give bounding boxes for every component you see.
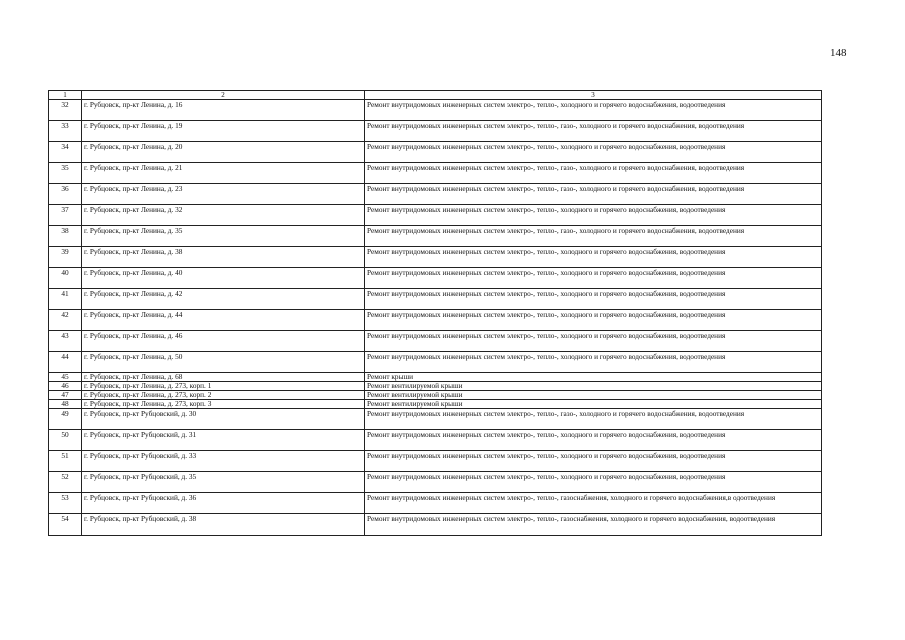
work-description-cell: Ремонт вентилируемой крыши [365,382,822,391]
table-row [49,493,822,514]
row-number-cell: 47 [49,391,82,400]
table-row [49,331,822,352]
table-row [49,247,822,268]
table-row [49,205,822,226]
work-description-cell: Ремонт крыши [365,373,822,382]
column-header-work: 3 [365,91,822,100]
work-description-cell: Ремонт внутридомовых инженерных систем электро-, тепло-, холодного и горячего водоснабжения, водоотведения [365,331,822,352]
address-cell: г. Рубцовск, пр-кт Ленина, д. 50 [82,352,365,373]
row-number-cell: 53 [49,493,82,514]
address-cell: г. Рубцовск, пр-кт Ленина, д. 44 [82,310,365,331]
address-cell: г. Рубцовск, пр-кт Рубцовский, д. 30 [82,409,365,430]
row-number-cell: 46 [49,382,82,391]
table-row [49,121,822,142]
table-row [49,268,822,289]
table-row [49,163,822,184]
address-cell: г. Рубцовск, пр-кт Ленина, д. 68 [82,373,365,382]
row-number-cell: 32 [49,100,82,121]
work-description-cell: Ремонт внутридомовых инженерных систем электро-, тепло-, холодного и горячего водоснабжения, водоотведения [365,100,822,121]
row-number-cell: 33 [49,121,82,142]
table-row [49,310,822,331]
row-number-cell: 36 [49,184,82,205]
address-cell: г. Рубцовск, пр-кт Ленина, д. 32 [82,205,365,226]
address-cell: г. Рубцовск, пр-кт Ленина, д. 273, корп. 2 [82,391,365,400]
address-cell: г. Рубцовск, пр-кт Ленина, д. 19 [82,121,365,142]
row-number-cell: 42 [49,310,82,331]
address-cell: г. Рубцовск, пр-кт Ленина, д. 16 [82,100,365,121]
table-row [49,352,822,373]
address-cell: г. Рубцовск, пр-кт Ленина, д. 35 [82,226,365,247]
row-number-cell: 45 [49,373,82,382]
column-header-number: 1 [49,91,82,100]
table-row [49,100,822,121]
table-row [49,373,822,382]
work-description-cell: Ремонт внутридомовых инженерных систем электро-, тепло-, холодного и горячего водоснабжения, водоотведения [365,430,822,451]
work-description-cell: Ремонт внутридомовых инженерных систем электро-, тепло-, холодного и горячего водоснабжения, водоотведения [365,205,822,226]
work-description-cell: Ремонт внутридомовых инженерных систем электро-, тепло-, газо-, холодного и горячего водоснабжения, водоотведения [365,184,822,205]
table-row [49,430,822,451]
work-description-cell: Ремонт внутридомовых инженерных систем электро-, тепло-, холодного и горячего водоснабжения, водоотведения [365,289,822,310]
row-number-cell: 54 [49,514,82,536]
row-number-cell: 35 [49,163,82,184]
page-number: 148 [830,47,847,59]
work-description-cell: Ремонт внутридомовых инженерных систем электро-, тепло-, газо-, холодного и горячего водоснабжения, водоотведения [365,163,822,184]
work-description-cell: Ремонт внутридомовых инженерных систем электро-, тепло-, газо-, холодного и горячего водоснабжения, водоотведения [365,409,822,430]
address-cell: г. Рубцовск, пр-кт Рубцовский, д. 31 [82,430,365,451]
row-number-cell: 34 [49,142,82,163]
table-row [49,382,822,391]
table-row [49,514,822,536]
row-number-cell: 37 [49,205,82,226]
address-cell: г. Рубцовск, пр-кт Ленина, д. 20 [82,142,365,163]
row-number-cell: 50 [49,430,82,451]
work-description-cell: Ремонт внутридомовых инженерных систем электро-, тепло-, холодного и горячего водоснабжения, водоотведения [365,247,822,268]
address-cell: г. Рубцовск, пр-кт Рубцовский, д. 33 [82,451,365,472]
header-row [49,91,822,100]
table-row [49,472,822,493]
address-cell: г. Рубцовск, пр-кт Ленина, д. 273, корп. 3 [82,400,365,409]
table-row [49,142,822,163]
repair-table [48,90,822,536]
address-cell: г. Рубцовск, пр-кт Рубцовский, д. 35 [82,472,365,493]
table-row [49,451,822,472]
work-description-cell: Ремонт внутридомовых инженерных систем электро-, тепло-, холодного и горячего водоснабжения, водоотведения [365,472,822,493]
work-description-cell: Ремонт внутридомовых инженерных систем электро-, тепло-, газо-, холодного и горячего водоснабжения, водоотведения [365,121,822,142]
table-row [49,289,822,310]
address-cell: г. Рубцовск, пр-кт Рубцовский, д. 36 [82,493,365,514]
table-row [49,391,822,400]
address-cell: г. Рубцовск, пр-кт Ленина, д. 42 [82,289,365,310]
row-number-cell: 52 [49,472,82,493]
address-cell: г. Рубцовск, пр-кт Ленина, д. 21 [82,163,365,184]
address-cell: г. Рубцовск, пр-кт Ленина, д. 40 [82,268,365,289]
address-cell: г. Рубцовск, пр-кт Ленина, д. 46 [82,331,365,352]
address-cell: г. Рубцовск, пр-кт Ленина, д. 273, корп. 1 [82,382,365,391]
table-row [49,400,822,409]
row-number-cell: 40 [49,268,82,289]
row-number-cell: 44 [49,352,82,373]
row-number-cell: 39 [49,247,82,268]
row-number-cell: 51 [49,451,82,472]
row-number-cell: 49 [49,409,82,430]
column-header-address: 2 [82,91,365,100]
row-number-cell: 48 [49,400,82,409]
row-number-cell: 43 [49,331,82,352]
work-description-cell: Ремонт внутридомовых инженерных систем электро-, тепло-, холодного и горячего водоснабжения, водоотведения [365,310,822,331]
work-description-cell: Ремонт внутридомовых инженерных систем электро-, тепло-, газоснабжения, холодного и горячего водоснабжения,в одоотведения [365,493,822,514]
table-row [49,409,822,430]
address-cell: г. Рубцовск, пр-кт Ленина, д. 38 [82,247,365,268]
work-description-cell: Ремонт вентилируемой крыши [365,391,822,400]
address-cell: г. Рубцовск, пр-кт Ленина, д. 23 [82,184,365,205]
row-number-cell: 38 [49,226,82,247]
work-description-cell: Ремонт внутридомовых инженерных систем электро-, тепло-, холодного и горячего водоснабжения, водоотведения [365,451,822,472]
table-row [49,184,822,205]
row-number-cell: 41 [49,289,82,310]
work-description-cell: Ремонт внутридомовых инженерных систем электро-, тепло-, холодного и горячего водоснабжения, водоотведения [365,142,822,163]
address-cell: г. Рубцовск, пр-кт Рубцовский, д. 38 [82,514,365,536]
work-description-cell: Ремонт внутридомовых инженерных систем электро-, тепло-, газо-, холодного и горячего водоснабжения, водоотведения [365,226,822,247]
work-description-cell: Ремонт внутридомовых инженерных систем электро-, тепло-, холодного и горячего водоснабжения, водоотведения [365,352,822,373]
work-description-cell: Ремонт вентилируемой крыши [365,400,822,409]
table-row [49,226,822,247]
work-description-cell: Ремонт внутридомовых инженерных систем электро-, тепло-, газоснабжения, холодного и горячего водоснабжения, водоотведения [365,514,822,536]
work-description-cell: Ремонт внутридомовых инженерных систем электро-, тепло-, холодного и горячего водоснабжения, водоотведения [365,268,822,289]
